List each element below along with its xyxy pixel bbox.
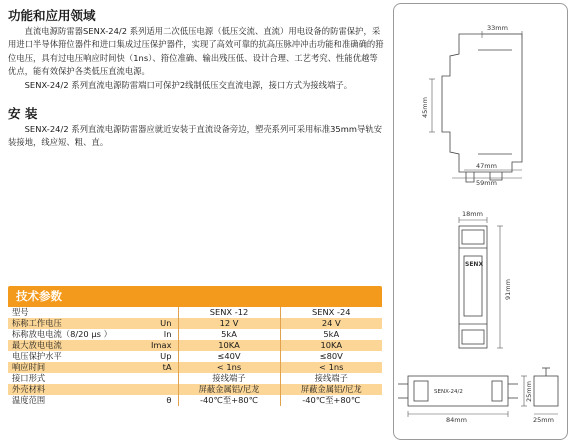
spec-symbol: θ	[166, 395, 172, 405]
spec-row	[8, 340, 382, 351]
spec-name-cell	[8, 395, 178, 406]
dim-side-height: 45mm	[421, 97, 429, 118]
spec-value-24: 10KA	[280, 340, 382, 351]
spec-symbol: Imax	[150, 340, 172, 350]
spec-value-24: 接线端子	[280, 373, 382, 384]
spec-row	[8, 318, 382, 329]
spec-row	[8, 351, 382, 362]
spec-value-24: -40℃至+80℃	[280, 395, 382, 406]
spec-value-24: < 1ns	[280, 362, 382, 373]
spec-value-24: SENX -24	[280, 307, 382, 318]
dimension-drawing	[394, 4, 567, 439]
spec-name-cell	[8, 351, 178, 362]
spec-name: 最大放电电流	[12, 340, 62, 350]
spec-name-cell	[8, 340, 178, 351]
front-view	[459, 226, 487, 348]
spec-name: 响应时间	[12, 362, 46, 372]
spec-value-12: < 1ns	[178, 362, 280, 373]
spec-name: 标称放电电流（8/20 μs ）	[12, 329, 112, 339]
spec-name: 型号	[12, 307, 29, 317]
dim-bottom-width: 84mm	[446, 416, 467, 424]
dim-bottom-w2: 59mm	[476, 179, 497, 187]
side-dimensions	[429, 31, 522, 178]
spec-table-grid	[8, 307, 382, 406]
spec-name-cell	[8, 318, 178, 329]
dim-bottom-w1: 47mm	[476, 162, 497, 170]
spec-table	[8, 286, 382, 406]
dim-bottom-height: 25mm	[525, 381, 533, 402]
spec-value-12: 12 V	[178, 318, 280, 329]
spec-name: 外壳材料	[12, 384, 46, 394]
spec-name: 标称工作电压	[12, 318, 62, 328]
spec-row	[8, 362, 382, 373]
spec-name: 接口形式	[12, 373, 46, 383]
spec-value-12: SENX -12	[178, 307, 280, 318]
dimension-panel	[393, 3, 568, 440]
spec-row	[8, 373, 382, 384]
spec-name-cell	[8, 384, 178, 395]
dim-side-small: 25mm	[533, 416, 554, 424]
spec-value-24: 24 V	[280, 318, 382, 329]
install-title: 安 装	[8, 106, 38, 122]
dim-front-height: 91mm	[504, 279, 512, 300]
spec-name-cell	[8, 329, 178, 340]
content-column	[8, 8, 384, 150]
spec-value-12: 屏蔽金属铝/尼龙	[178, 384, 280, 395]
bottom-view	[398, 368, 558, 406]
spec-value-12: 10KA	[178, 340, 280, 351]
spec-value-12: ≤40V	[178, 351, 280, 362]
spec-symbol: In	[163, 329, 172, 339]
dim-front-width: 18mm	[462, 210, 483, 218]
spec-value-12: -40℃至+80℃	[178, 395, 280, 406]
spec-symbol: tA	[162, 362, 172, 372]
spec-value-12: 接线端子	[178, 373, 280, 384]
spec-name-cell	[8, 307, 178, 318]
function-paragraph-2: SENX-24/2 系列直流电源防雷端口可保护2线制低压交直流电源，接口方式为接线端子。	[24, 79, 353, 90]
spec-row	[8, 329, 382, 340]
bottom-label: SENX-24/2	[434, 389, 463, 395]
spec-table-title: 技术参数	[8, 286, 382, 307]
front-label: SENX	[465, 261, 484, 268]
spec-name: 电压保护水平	[12, 351, 62, 361]
spec-value-24: 5kA	[280, 329, 382, 340]
spec-name: 温度范围	[12, 395, 46, 405]
spec-row	[8, 307, 382, 318]
spec-name-cell	[8, 362, 178, 373]
spec-name-cell	[8, 373, 178, 384]
spec-symbol: Un	[160, 318, 172, 328]
spec-value-24: 屏蔽金属铝/尼龙	[280, 384, 382, 395]
function-paragraph-1: 直流电源防雷器SENX-24/2 系列适用二次低压电源（低压交流、直流）用电设备的防雷保护，采用进口半导体箝位器件和进口集成过压保护器件，实现了高效可靠的抗高压脉冲冲击功能和准确确的箝位电压，具有过电压响应时间快（1ns）、箝位准确、输出残压低、设计合理、工艺考究、性能优越等优点，能有效保护各类低压直流电源。	[8, 26, 384, 77]
spec-symbol: Up	[160, 351, 172, 361]
spec-value-12: 5kA	[178, 329, 280, 340]
function-title: 功能和应用领域	[8, 8, 96, 23]
spec-row	[8, 395, 382, 406]
side-profile	[442, 34, 522, 182]
dim-top-width: 33mm	[487, 24, 508, 32]
spec-value-24: ≤80V	[280, 351, 382, 362]
spec-row	[8, 384, 382, 395]
install-paragraph: SENX-24/2 系列直流电源防雷器应就近安装于直流设备旁边，塑壳系列可采用标准35mm导轨安装接地，线应短、粗、直。	[8, 124, 383, 148]
